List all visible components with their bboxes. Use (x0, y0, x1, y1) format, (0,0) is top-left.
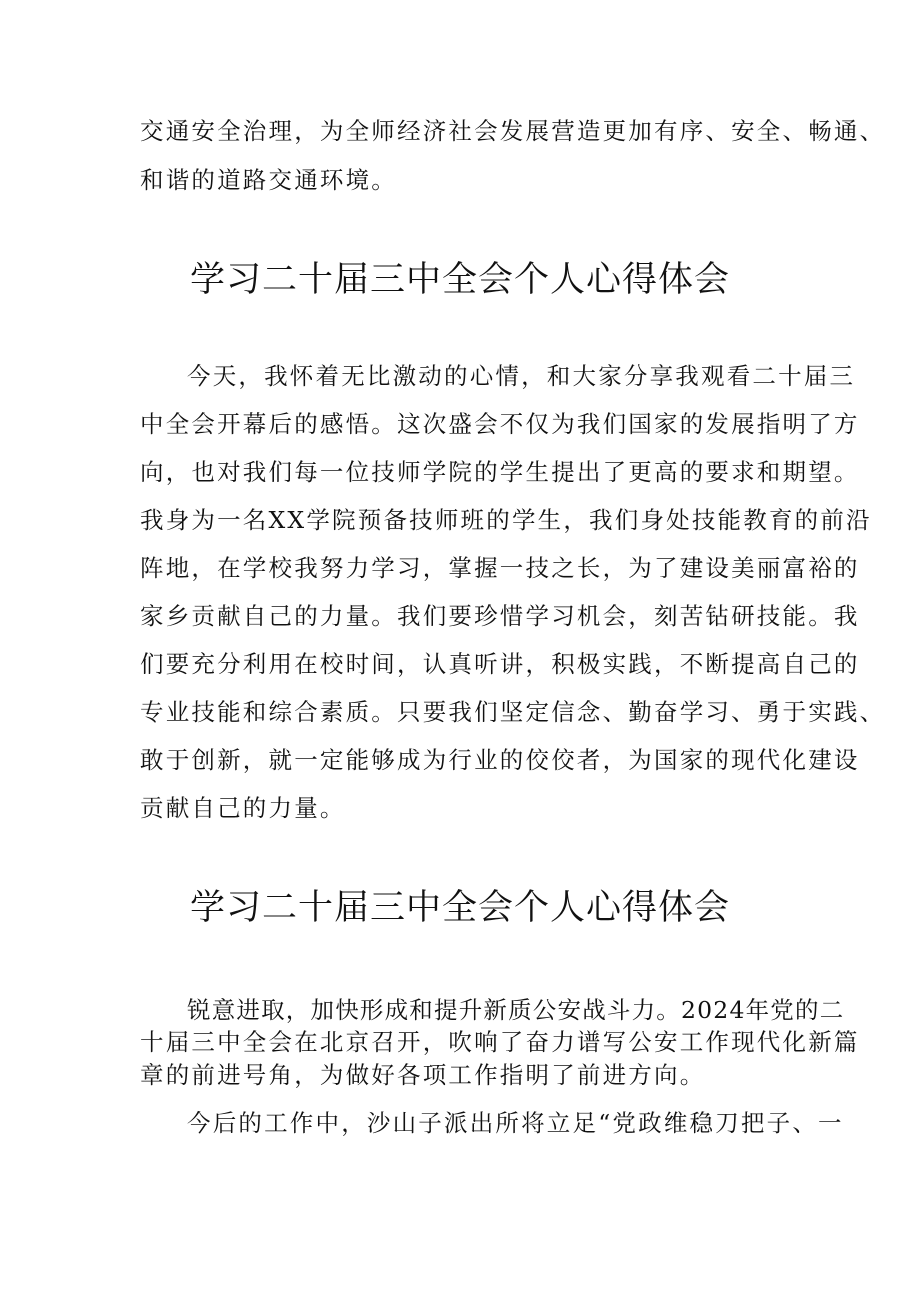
paragraph-line: 锐意进取，加快形成和提升新质公安战斗力。2024年党的二 (187, 996, 845, 1024)
section-title: 学习二十届三中全会个人心得体会 (189, 260, 730, 300)
paragraph-line: 贡献自己的力量。 (140, 794, 346, 822)
paragraph-line: 向，也对我们每一位技师学院的学生提出了更高的要求和期望。 (140, 458, 860, 486)
paragraph-line: 十届三中全会在北京召开，吹响了奋力谱写公安工作现代化新篇 (140, 1028, 860, 1056)
intro-line: 交通安全治理，为全师经济社会发展营造更加有序、安全、畅通、 (140, 117, 886, 145)
paragraph-line: 今后的工作中，沙山子派出所将立足“党政维稳刀把子、一 (187, 1109, 844, 1137)
paragraph-line: 章的前进号角，为做好各项工作指明了前进方向。 (140, 1061, 706, 1089)
paragraph-line: 们要充分利用在校时间，认真听讲，积极实践，不断提高自己的 (140, 650, 860, 678)
paragraph-line: 专业技能和综合素质。只要我们坚定信念、勤奋学习、勇于实践、 (140, 698, 886, 726)
paragraph-line: 今天，我怀着无比激动的心情，和大家分享我观看二十届三 (187, 362, 856, 390)
intro-line: 和谐的道路交通环境。 (140, 166, 397, 194)
paragraph-line: 我身为一名XX学院预备技师班的学生，我们身处技能教育的前沿 (140, 506, 872, 534)
paragraph-line: 家乡贡献自己的力量。我们要珍惜学习机会，刻苦钻研技能。我 (140, 602, 860, 630)
paragraph-line: 阵地，在学校我努力学习，掌握一技之长，为了建设美丽富裕的 (140, 554, 860, 582)
paragraph-line: 中全会开幕后的感悟。这次盛会不仅为我们国家的发展指明了方 (140, 410, 860, 438)
paragraph-line: 敢于创新，就一定能够成为行业的佼佼者，为国家的现代化建设 (140, 746, 860, 774)
section-title: 学习二十届三中全会个人心得体会 (189, 888, 730, 928)
